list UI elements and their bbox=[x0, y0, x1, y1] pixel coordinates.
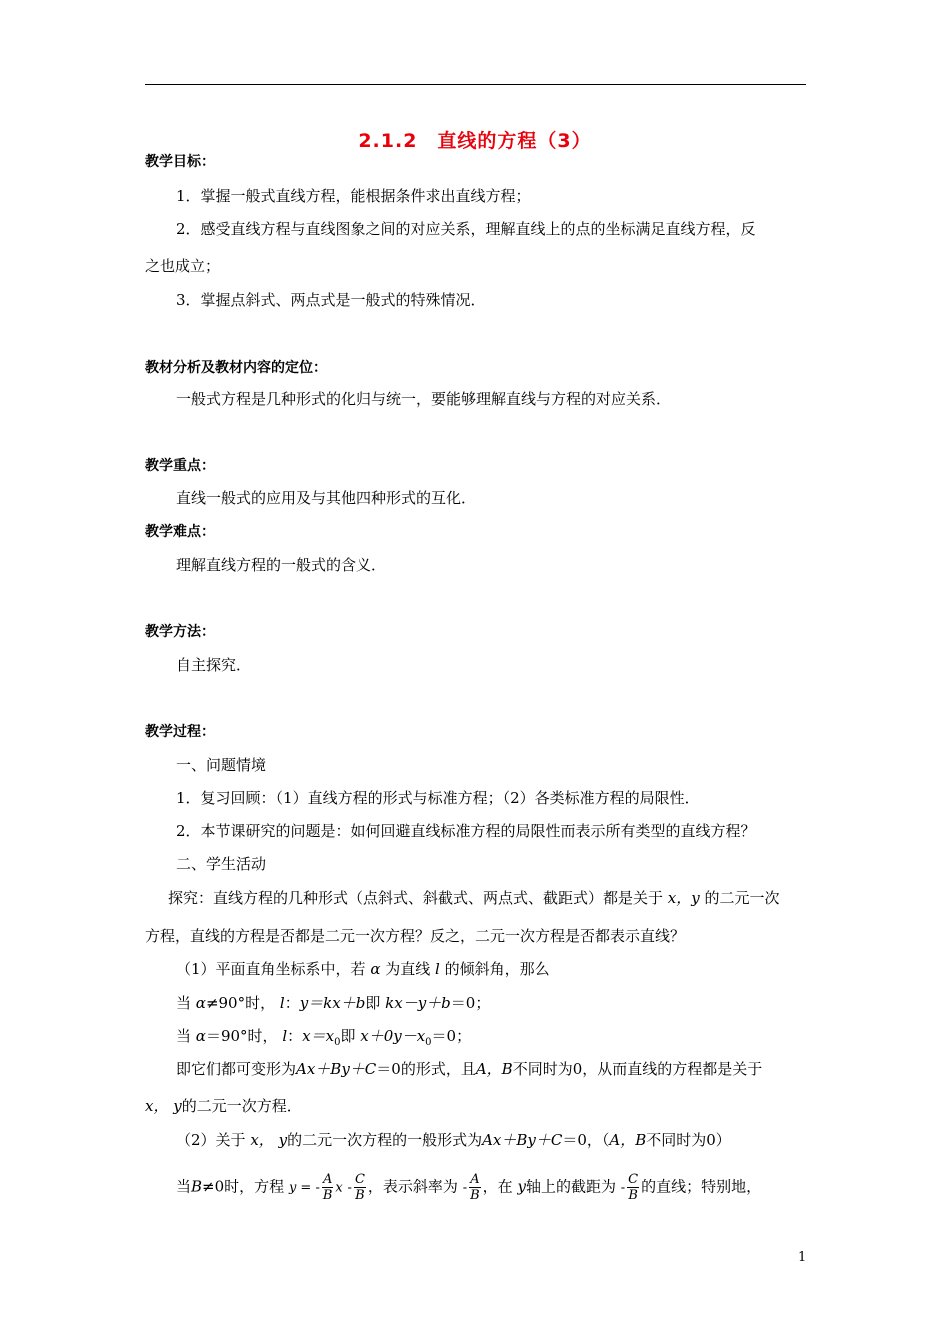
frac-den: B bbox=[322, 1188, 333, 1203]
slope-minus: - bbox=[462, 1180, 468, 1196]
case-2-eq2: x＋0y－x bbox=[360, 1027, 426, 1045]
so-line-2 bbox=[145, 1096, 302, 1116]
fraction-a-over-b bbox=[322, 1172, 334, 1203]
point-2-text-a: （2）关于 bbox=[176, 1131, 246, 1149]
goal-item-2-cont: 之也成立； bbox=[145, 257, 221, 275]
section-1-title: 一、问题情境 bbox=[176, 756, 267, 774]
so-text-4: 的二元一次方程． bbox=[181, 1097, 302, 1115]
so-text-2: ＝0的形式，且 bbox=[376, 1060, 476, 1078]
frac-num: C bbox=[628, 1172, 639, 1187]
case-1-when: 当 bbox=[176, 994, 192, 1012]
point-2-eq: Ax＋By＋C bbox=[482, 1131, 563, 1149]
point-1-text-c: 的倾斜角，那么 bbox=[444, 960, 550, 978]
frac-num: A bbox=[322, 1172, 333, 1187]
frac-den: B bbox=[628, 1188, 638, 1203]
point-2-text-d: 不同时为0） bbox=[646, 1131, 731, 1149]
key-point-text: 直线一般式的应用及与其他四种形式的互化． bbox=[176, 489, 477, 507]
frac-num: A bbox=[470, 1172, 480, 1187]
intercept-fraction bbox=[627, 1172, 639, 1203]
point-2-text-b: 的二元一次方程的一般形式为 bbox=[287, 1131, 483, 1149]
explore-line-2: 方程，直线的方程是否都是二元一次方程？反之，二元一次方程是否都表示直线？ bbox=[145, 927, 686, 945]
goal-item-2: 2．感受直线方程与直线图象之间的对应关系，理解直线上的点的坐标满足直线方程，反 bbox=[176, 220, 756, 238]
case-1-cond: ≠90°时， bbox=[205, 994, 276, 1012]
eq-lhs: y = - bbox=[288, 1180, 320, 1196]
so-y: y bbox=[173, 1097, 182, 1115]
alpha-symbol: α bbox=[370, 960, 381, 978]
intercept-minus: - bbox=[620, 1180, 626, 1196]
case-1-eq2: kx－y＋b bbox=[385, 994, 451, 1012]
case-2-line bbox=[176, 1026, 471, 1053]
section-2-title: 二、学生活动 bbox=[176, 855, 267, 873]
key-point-heading: 教学重点： bbox=[145, 458, 215, 474]
point-3-b: B bbox=[191, 1177, 203, 1196]
case-2-l: l bbox=[282, 1027, 288, 1045]
case-1-ie: 即 bbox=[365, 994, 381, 1012]
section-1-item-1: 1．复习回顾：（1）直线方程的形式与标准方程；（2）各类标准方程的局限性． bbox=[176, 789, 700, 807]
point-3-text-c: ，在 bbox=[482, 1177, 513, 1196]
point-3-text-d: 轴上的截距为 bbox=[525, 1177, 616, 1196]
frac-den: B bbox=[355, 1188, 365, 1203]
so-eq: Ax＋By＋C bbox=[296, 1060, 377, 1078]
point-3-when: 当 bbox=[176, 1177, 192, 1196]
frac-num: C bbox=[354, 1172, 365, 1187]
eq-x: x bbox=[335, 1180, 343, 1196]
difficulty-heading: 教学难点： bbox=[145, 524, 215, 540]
section-1-item-2: 2．本节课研究的问题是：如何回避直线标准方程的局限性而表示所有类型的直线方程？ bbox=[176, 822, 756, 840]
method-text: 自主探究． bbox=[176, 656, 252, 674]
case-2-alpha: α bbox=[195, 1027, 206, 1045]
page-number: 1 bbox=[798, 1250, 807, 1265]
point-2-line bbox=[176, 1130, 731, 1150]
point-1-line bbox=[176, 959, 550, 979]
case-2-ie: 即 bbox=[340, 1027, 356, 1045]
slope-fraction bbox=[469, 1172, 481, 1203]
case-2-when: 当 bbox=[176, 1027, 192, 1045]
case-2-eq2-end: ＝0； bbox=[431, 1027, 472, 1045]
so-line-1 bbox=[176, 1059, 762, 1079]
point-3-line bbox=[176, 1172, 761, 1203]
analysis-heading: 教材分析及教材内容的定位： bbox=[145, 360, 327, 376]
point-3-text-b: ，表示斜率为 bbox=[367, 1177, 458, 1196]
case-2-cond: ＝90°时， bbox=[205, 1027, 278, 1045]
page-title: 2.1.2 直线的方程（3） bbox=[358, 130, 592, 152]
explore-vars: x，y bbox=[667, 889, 700, 907]
so-text-1: 即它们都可变形为 bbox=[176, 1060, 297, 1078]
point-3-text-a: ≠0时，方程 bbox=[202, 1177, 285, 1196]
eq-minus: - bbox=[347, 1180, 352, 1196]
point-2-ab: A，B bbox=[609, 1131, 647, 1149]
so-ab: A，B bbox=[475, 1060, 513, 1078]
explore-text-a: 探究：直线方程的几种形式（点斜式、斜截式、两点式、截距式）都是关于 bbox=[168, 889, 664, 907]
goal-item-3: 3．掌握点斜式、两点式是一般式的特殊情况． bbox=[176, 291, 486, 309]
analysis-text: 一般式方程是几种形式的化归与统一，要能够理解直线与方程的对应关系． bbox=[176, 390, 672, 408]
method-heading: 教学方法： bbox=[145, 624, 215, 640]
case-1-l: l bbox=[279, 994, 285, 1012]
frac-den: B bbox=[470, 1188, 480, 1203]
case-2-sub: 0 bbox=[334, 1037, 341, 1048]
case-1-colon: ： bbox=[284, 994, 300, 1012]
case-2-eq: x＝x bbox=[302, 1027, 335, 1045]
header-rule bbox=[145, 84, 806, 85]
so-text-3: 不同时为0，从而直线的方程都是关于 bbox=[512, 1060, 763, 1078]
difficulty-text: 理解直线方程的一般式的含义． bbox=[176, 556, 387, 574]
so-x: x， bbox=[145, 1097, 169, 1115]
goal-item-1: 1．掌握一般式直线方程，能根据条件求出直线方程； bbox=[176, 187, 531, 205]
case-1-eq2-end: ＝0； bbox=[450, 994, 491, 1012]
point-1-text-a: （1）平面直角坐标系中，若 bbox=[176, 960, 366, 978]
point-1-text-b: 为直线 bbox=[385, 960, 431, 978]
line-l-symbol: l bbox=[435, 960, 440, 978]
point-2-text-c: ＝0，（ bbox=[562, 1131, 610, 1149]
explore-line-1 bbox=[168, 888, 780, 908]
case-1-line bbox=[176, 993, 490, 1013]
point-3-y: y bbox=[517, 1177, 526, 1196]
case-2-colon: ： bbox=[287, 1027, 303, 1045]
goals-heading: 教学目标： bbox=[145, 154, 215, 170]
case-2-sub2: 0 bbox=[425, 1037, 432, 1048]
case-1-eq: y＝kx＋b bbox=[299, 994, 366, 1012]
explore-text-b: 的二元一次 bbox=[704, 889, 780, 907]
point-3-text-e: 的直线；特别地， bbox=[641, 1177, 762, 1196]
process-heading: 教学过程： bbox=[145, 724, 215, 740]
point-2-x: x， bbox=[250, 1131, 274, 1149]
fraction-c-over-b bbox=[354, 1172, 366, 1203]
case-1-alpha: α bbox=[195, 994, 206, 1012]
point-2-y: y bbox=[278, 1131, 288, 1149]
